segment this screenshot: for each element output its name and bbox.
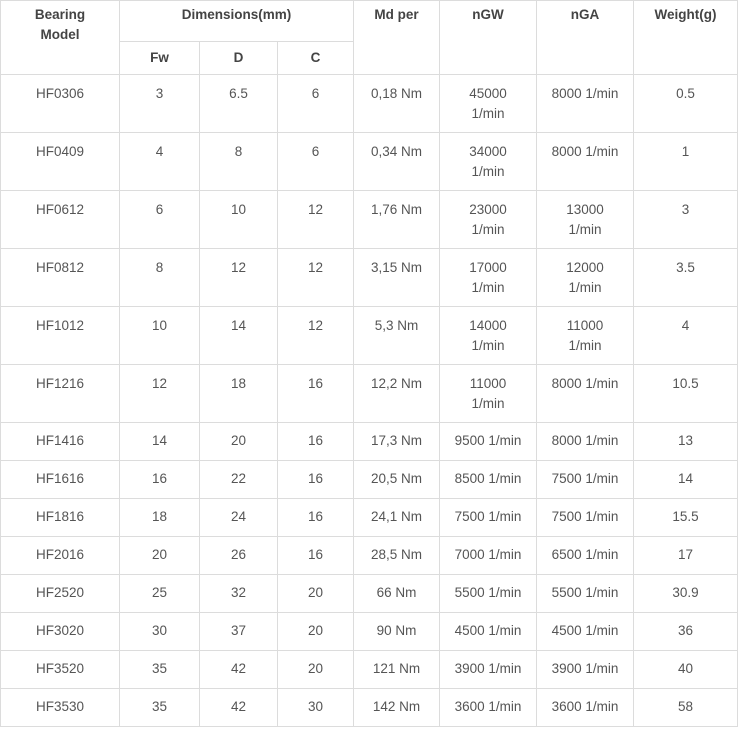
cell-bearing-model: HF1012	[1, 307, 120, 365]
cell-md-per: 12,2 Nm	[354, 365, 440, 423]
cell-c: 16	[278, 423, 354, 461]
cell-ngw: 3600 1/min	[440, 689, 537, 727]
cell-md-per: 17,3 Nm	[354, 423, 440, 461]
cell-ngw: 34000 1/min	[440, 133, 537, 191]
cell-md-per: 0,34 Nm	[354, 133, 440, 191]
cell-c: 20	[278, 575, 354, 613]
cell-c: 16	[278, 537, 354, 575]
cell-weight: 0.5	[634, 75, 738, 133]
header-c: C	[278, 42, 354, 75]
cell-md-per: 28,5 Nm	[354, 537, 440, 575]
cell-d: 10	[200, 191, 278, 249]
cell-ngw: 3900 1/min	[440, 651, 537, 689]
header-d: D	[200, 42, 278, 75]
cell-ngw: 14000 1/min	[440, 307, 537, 365]
cell-d: 42	[200, 689, 278, 727]
cell-c: 6	[278, 75, 354, 133]
cell-md-per: 142 Nm	[354, 689, 440, 727]
header-nga: nGA	[537, 1, 634, 75]
cell-bearing-model: HF3530	[1, 689, 120, 727]
table-row	[1, 499, 738, 537]
table-row	[1, 365, 738, 423]
cell-bearing-model: HF2520	[1, 575, 120, 613]
cell-ngw: 5500 1/min	[440, 575, 537, 613]
cell-weight: 13	[634, 423, 738, 461]
table-row	[1, 689, 738, 727]
cell-ngw: 7000 1/min	[440, 537, 537, 575]
table-row	[1, 461, 738, 499]
cell-nga: 13000 1/min	[537, 191, 634, 249]
cell-weight: 3	[634, 191, 738, 249]
cell-ngw: 9500 1/min	[440, 423, 537, 461]
cell-md-per: 3,15 Nm	[354, 249, 440, 307]
header-fw: Fw	[120, 42, 200, 75]
table-row	[1, 613, 738, 651]
table-row	[1, 191, 738, 249]
cell-d: 24	[200, 499, 278, 537]
cell-nga: 4500 1/min	[537, 613, 634, 651]
cell-fw: 10	[120, 307, 200, 365]
cell-c: 20	[278, 651, 354, 689]
cell-fw: 12	[120, 365, 200, 423]
header-row	[1, 1, 738, 42]
cell-md-per: 90 Nm	[354, 613, 440, 651]
cell-bearing-model: HF1616	[1, 461, 120, 499]
cell-ngw: 17000 1/min	[440, 249, 537, 307]
header-bearing-model: Bearing Model	[1, 1, 120, 75]
cell-nga: 7500 1/min	[537, 499, 634, 537]
cell-bearing-model: HF0812	[1, 249, 120, 307]
cell-c: 20	[278, 613, 354, 651]
cell-ngw: 4500 1/min	[440, 613, 537, 651]
cell-c: 16	[278, 461, 354, 499]
cell-d: 37	[200, 613, 278, 651]
header-md-per: Md per	[354, 1, 440, 75]
cell-c: 16	[278, 499, 354, 537]
table-row	[1, 423, 738, 461]
cell-weight: 3.5	[634, 249, 738, 307]
cell-bearing-model: HF1416	[1, 423, 120, 461]
cell-bearing-model: HF1216	[1, 365, 120, 423]
cell-nga: 6500 1/min	[537, 537, 634, 575]
table-row	[1, 249, 738, 307]
cell-d: 20	[200, 423, 278, 461]
cell-d: 18	[200, 365, 278, 423]
cell-md-per: 20,5 Nm	[354, 461, 440, 499]
cell-nga: 11000 1/min	[537, 307, 634, 365]
table-row	[1, 133, 738, 191]
cell-fw: 20	[120, 537, 200, 575]
cell-d: 22	[200, 461, 278, 499]
table-row	[1, 75, 738, 133]
cell-ngw: 11000 1/min	[440, 365, 537, 423]
table-row	[1, 651, 738, 689]
cell-fw: 3	[120, 75, 200, 133]
cell-fw: 25	[120, 575, 200, 613]
cell-weight: 1	[634, 133, 738, 191]
cell-md-per: 66 Nm	[354, 575, 440, 613]
cell-weight: 14	[634, 461, 738, 499]
cell-bearing-model: HF0409	[1, 133, 120, 191]
cell-c: 16	[278, 365, 354, 423]
table-row	[1, 307, 738, 365]
cell-c: 30	[278, 689, 354, 727]
cell-fw: 14	[120, 423, 200, 461]
table-row	[1, 537, 738, 575]
cell-weight: 40	[634, 651, 738, 689]
cell-nga: 8000 1/min	[537, 75, 634, 133]
cell-fw: 4	[120, 133, 200, 191]
cell-nga: 8000 1/min	[537, 423, 634, 461]
cell-nga: 12000 1/min	[537, 249, 634, 307]
cell-c: 12	[278, 191, 354, 249]
cell-ngw: 8500 1/min	[440, 461, 537, 499]
cell-c: 6	[278, 133, 354, 191]
cell-bearing-model: HF3520	[1, 651, 120, 689]
cell-nga: 8000 1/min	[537, 365, 634, 423]
cell-nga: 8000 1/min	[537, 133, 634, 191]
cell-ngw: 7500 1/min	[440, 499, 537, 537]
cell-nga: 3900 1/min	[537, 651, 634, 689]
cell-d: 42	[200, 651, 278, 689]
cell-c: 12	[278, 249, 354, 307]
cell-weight: 36	[634, 613, 738, 651]
cell-fw: 18	[120, 499, 200, 537]
cell-d: 14	[200, 307, 278, 365]
cell-weight: 58	[634, 689, 738, 727]
cell-d: 8	[200, 133, 278, 191]
table-body	[1, 75, 738, 727]
cell-fw: 6	[120, 191, 200, 249]
cell-d: 12	[200, 249, 278, 307]
cell-weight: 15.5	[634, 499, 738, 537]
cell-md-per: 0,18 Nm	[354, 75, 440, 133]
cell-fw: 35	[120, 689, 200, 727]
cell-bearing-model: HF0612	[1, 191, 120, 249]
cell-md-per: 5,3 Nm	[354, 307, 440, 365]
cell-weight: 17	[634, 537, 738, 575]
cell-nga: 5500 1/min	[537, 575, 634, 613]
cell-md-per: 1,76 Nm	[354, 191, 440, 249]
table-row	[1, 575, 738, 613]
cell-weight: 30.9	[634, 575, 738, 613]
cell-bearing-model: HF0306	[1, 75, 120, 133]
cell-nga: 3600 1/min	[537, 689, 634, 727]
cell-d: 6.5	[200, 75, 278, 133]
cell-ngw: 45000 1/min	[440, 75, 537, 133]
header-ngw: nGW	[440, 1, 537, 75]
cell-weight: 4	[634, 307, 738, 365]
cell-d: 32	[200, 575, 278, 613]
cell-bearing-model: HF1816	[1, 499, 120, 537]
cell-c: 12	[278, 307, 354, 365]
cell-fw: 35	[120, 651, 200, 689]
cell-md-per: 121 Nm	[354, 651, 440, 689]
cell-weight: 10.5	[634, 365, 738, 423]
cell-md-per: 24,1 Nm	[354, 499, 440, 537]
cell-fw: 16	[120, 461, 200, 499]
cell-bearing-model: HF3020	[1, 613, 120, 651]
cell-nga: 7500 1/min	[537, 461, 634, 499]
cell-d: 26	[200, 537, 278, 575]
cell-bearing-model: HF2016	[1, 537, 120, 575]
header-dimensions: Dimensions(mm)	[120, 1, 354, 42]
cell-fw: 8	[120, 249, 200, 307]
header-weight: Weight(g)	[634, 1, 738, 75]
cell-ngw: 23000 1/min	[440, 191, 537, 249]
cell-fw: 30	[120, 613, 200, 651]
